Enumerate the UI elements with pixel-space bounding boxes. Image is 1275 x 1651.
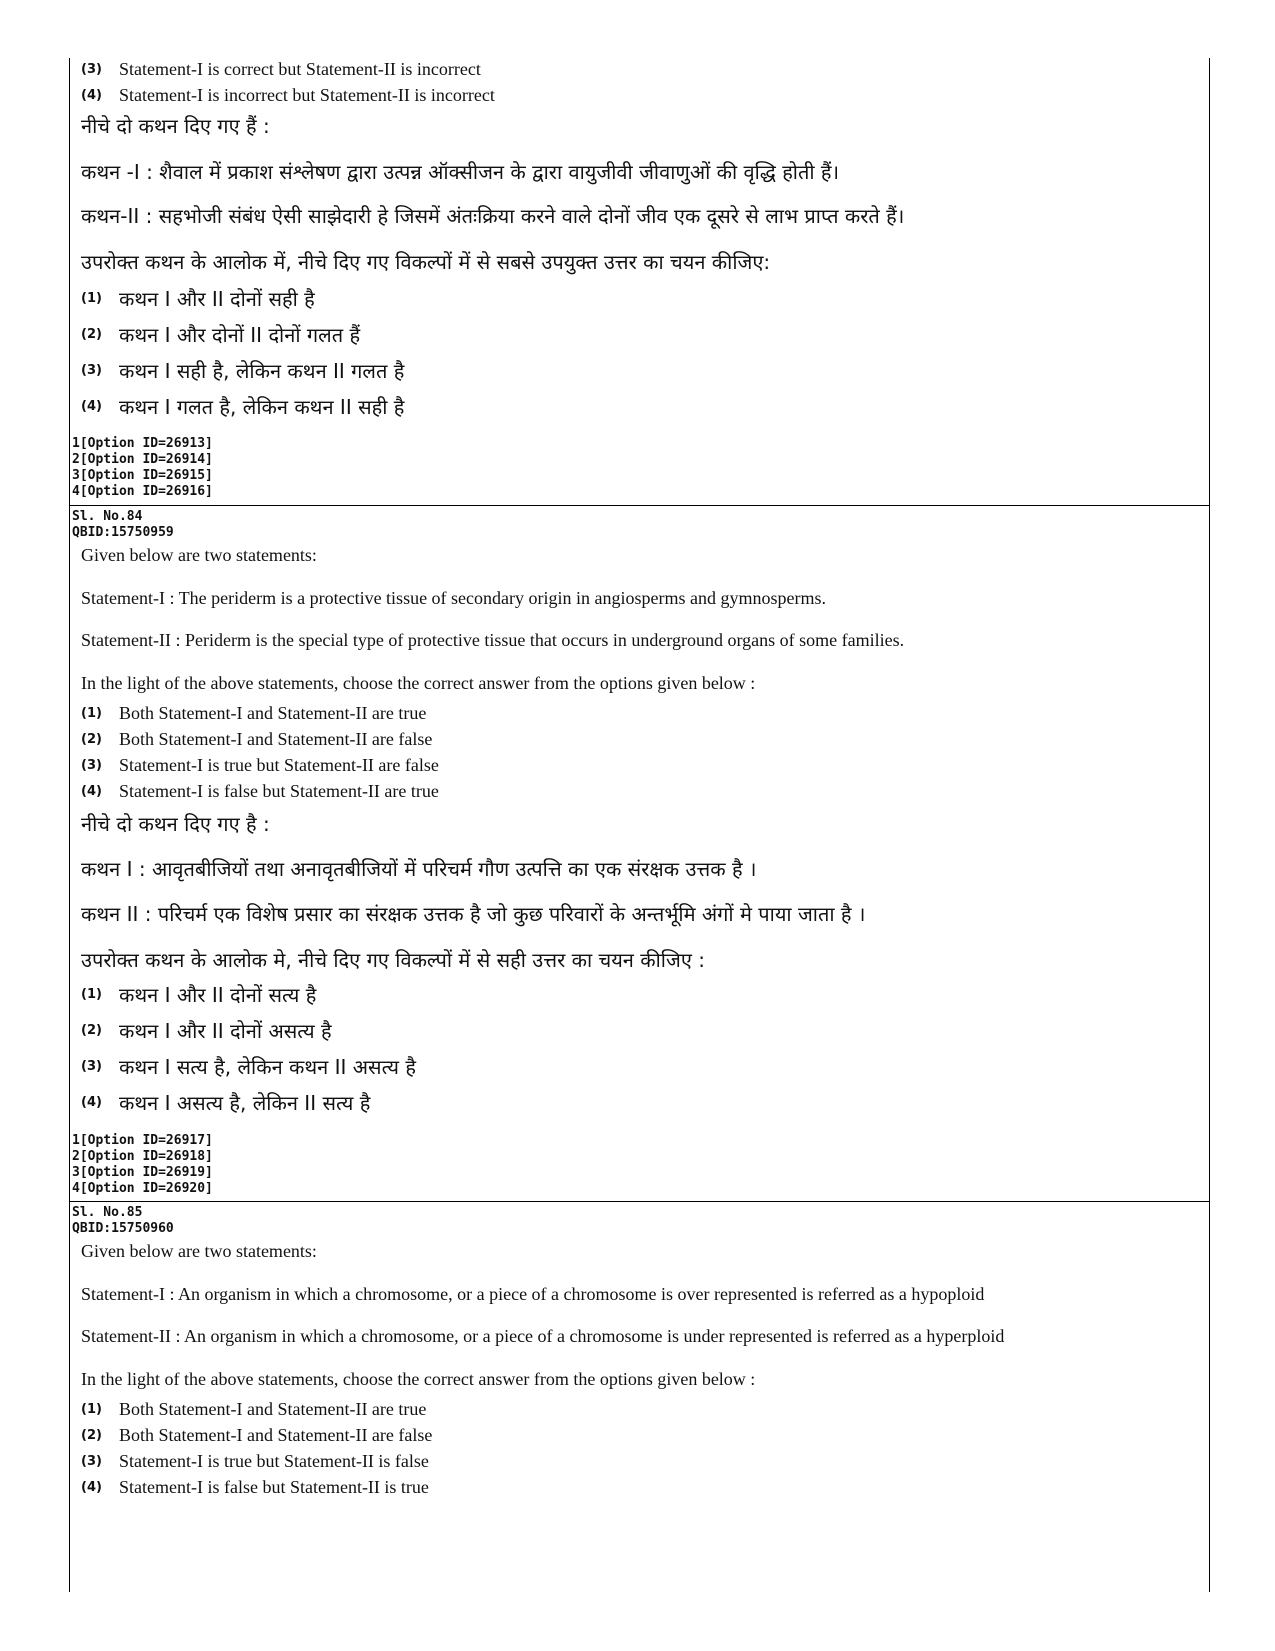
question-divider [69,505,1209,506]
option-text: कथन I सत्य है, लेकिन कथन II असत्य है [119,1054,416,1079]
q85-question: In the light of the above statements, choose the correct answer from the options given below : [81,1369,756,1389]
option-number: (3) [81,1453,102,1469]
question-divider [69,1201,1209,1202]
q83-option-ids [69,436,1212,500]
q83-hindi-options [69,280,1209,424]
q84-hindi-intro: नीचे दो कथन दिए गए है : [81,812,270,836]
q85-intro: Given below are two statements: [81,1241,317,1261]
option-number: (4) [81,1479,102,1495]
option-id: 3[Option ID=26919] [72,1165,213,1180]
q84-statement-1: Statement-I : The periderm is a protective tissue of secondary origin in angiosperms and gymnosperms. [81,588,826,608]
q84-eng-option-1 [69,700,1209,726]
q85-eng-option-1 [69,1396,1209,1422]
q85-eng-option-3 [69,1448,1209,1474]
q83-hindi-intro: नीचे दो कथन दिए गए हैं : [81,114,270,138]
option-number: (4) [81,87,102,103]
q84-statement-2: Statement-II : Periderm is the special type of protective tissue that occurs in underground organs of some families. [81,630,905,650]
option-text: कथन I सही है, लेकिन कथन II गलत है [119,358,405,383]
q83-hindi-question: उपरोक्त कथन के आलोक में, नीचे दिए गए विकल्पों में से सबसे उपयुक्त उत्तर का चयन कीजिए: [81,250,771,274]
q84-option-ids [69,1133,1212,1197]
q84-header [69,509,1212,541]
q84-hindi-option-1 [69,976,1209,1012]
option-text: कथन I असत्य है, लेकिन II सत्य है [119,1090,371,1115]
option-number: (3) [81,61,102,77]
option-text: Both Statement-I and Statement-II are true [119,1398,427,1419]
option-id: 1[Option ID=26913] [72,436,213,451]
option-id: 2[Option ID=26918] [72,1149,213,1164]
option-text: Both Statement-I and Statement-II are false [119,728,433,749]
option-number: (2) [81,1022,102,1038]
q85-eng-option-2 [69,1422,1209,1448]
option-number: (2) [81,1427,102,1443]
option-text: Statement-I is false but Statement-II is true [119,1476,429,1497]
option-text: कथन I और II दोनों सही है [119,286,315,311]
option-number: (2) [81,326,102,342]
option-text: कथन I और II दोनों सत्य है [119,982,317,1007]
option-number: (1) [81,986,102,1002]
q84-hindi-statement-1: कथन I : आवृतबीजियों तथा अनावृतबीजियों में परिचर्म गौण उत्पत्ति का एक संरक्षक उत्तक है । [81,857,757,881]
option-number: (1) [81,1401,102,1417]
q84-eng-option-2 [69,726,1209,752]
q84-hindi-option-3 [69,1048,1209,1084]
q85-eng-option-4 [69,1474,1209,1500]
q83-hindi-option-2 [69,316,1209,352]
q83-eng-option-3 [69,56,1209,82]
option-number: (3) [81,757,102,773]
q84-hindi-options [69,976,1209,1120]
option-number: (4) [81,398,102,414]
q83-hindi-statement-1: कथन -I : शैवाल में प्रकाश संश्लेषण द्वारा उत्पन्न ऑक्सीजन के द्वारा वायुजीवी जीवाणुओं की वृद्धि होती हैं। [81,160,840,184]
option-number: (2) [81,731,102,747]
q84-eng-option-3 [69,752,1209,778]
option-number: (1) [81,290,102,306]
qbid: QBID:15750960 [72,1221,174,1236]
option-text: कथन I और II दोनों असत्य है [119,1018,332,1043]
q83-continued [69,56,1209,108]
q85-statement-1: Statement-I : An organism in which a chromosome, or a piece of a chromosome is over represented is referred as a hypoploid [81,1284,985,1304]
q83-eng-option-4 [69,82,1209,108]
option-text: Statement-I is false but Statement-II are true [119,780,439,801]
option-text: कथन I गलत है, लेकिन कथन II सही है [119,394,405,419]
q84-question: In the light of the above statements, choose the correct answer from the options given below : [81,673,756,693]
option-text: Statement-I is incorrect but Statement-II is incorrect [119,84,495,105]
q84-hindi-statement-2: कथन II : परिचर्म एक विशेष प्रसार का संरक्षक उत्तक है जो कुछ परिवारों के अन्तर्भूमि अंगों मे पाया जाता है । [81,902,866,926]
qbid: QBID:15750959 [72,525,174,540]
q83-hindi-option-1 [69,280,1209,316]
option-number: (4) [81,1094,102,1110]
option-number: (3) [81,1058,102,1074]
serial-number: Sl. No.85 [72,1205,143,1220]
option-id: 4[Option ID=26916] [72,484,213,499]
q85-header [69,1205,1212,1237]
option-text: Both Statement-I and Statement-II are false [119,1424,433,1445]
option-number: (3) [81,362,102,378]
q83-hindi-statement-2: कथन-II : सहभोजी संबंध ऐसी साझेदारी हे जिसमें अंतःक्रिया करने वाले दोनों जीव एक दूसरे से लाभ प्राप्त करते हैं। [81,204,905,228]
q83-hindi-option-4 [69,388,1209,424]
q84-eng-option-4 [69,778,1209,804]
option-id: 1[Option ID=26917] [72,1133,213,1148]
q83-hindi-option-3 [69,352,1209,388]
option-number: (4) [81,783,102,799]
q85-statement-2: Statement-II : An organism in which a chromosome, or a piece of a chromosome is under represented is referred as a hyperploid [81,1326,1005,1346]
option-text: Statement-I is true but Statement-II is false [119,1450,429,1471]
option-text: Statement-I is correct but Statement-II is incorrect [119,58,481,79]
q84-hindi-option-4 [69,1084,1209,1120]
serial-number: Sl. No.84 [72,509,143,524]
q84-eng-options [69,700,1209,804]
option-number: (1) [81,705,102,721]
q84-intro: Given below are two statements: [81,545,317,565]
q84-hindi-question: उपरोक्त कथन के आलोक मे, नीचे दिए गए विकल्पों में से सही उत्तर का चयन कीजिए : [81,948,705,972]
q85-eng-options [69,1396,1209,1500]
option-id: 2[Option ID=26914] [72,452,213,467]
option-text: Both Statement-I and Statement-II are true [119,702,427,723]
option-text: कथन I और दोनों II दोनों गलत हैं [119,322,361,347]
q84-hindi-option-2 [69,1012,1209,1048]
option-text: Statement-I is true but Statement-II are false [119,754,439,775]
option-id: 4[Option ID=26920] [72,1181,213,1196]
option-id: 3[Option ID=26915] [72,468,213,483]
